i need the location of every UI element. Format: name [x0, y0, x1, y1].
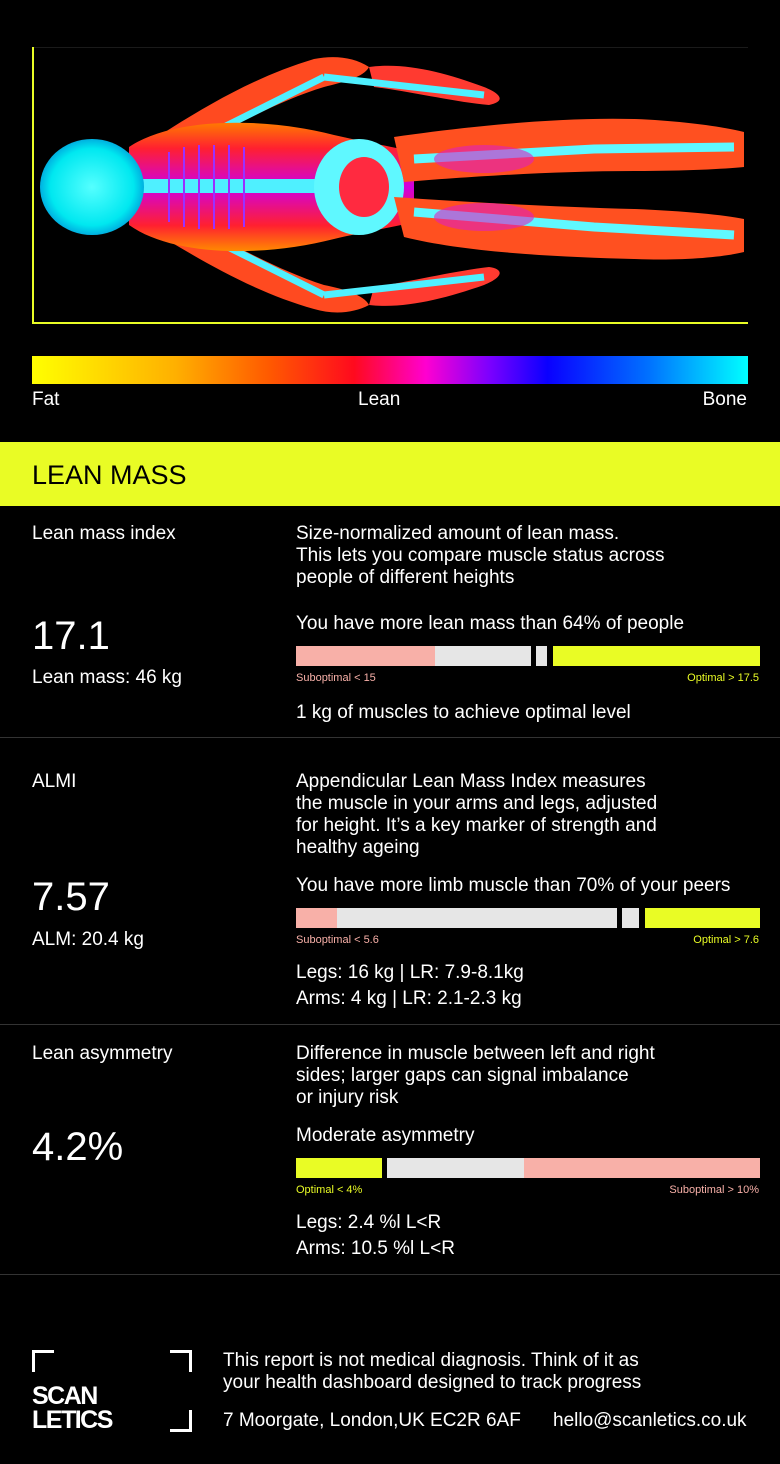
divider — [0, 1024, 780, 1025]
metric-description — [296, 1043, 766, 1109]
detail-line: Legs: 16 kg | LR: 7.9-8.1kg — [296, 962, 524, 983]
range-optimal-zone — [643, 908, 760, 928]
description-line: Difference in muscle between left and right — [296, 1043, 655, 1064]
detail-line: Legs: 2.4 %l L<R — [296, 1212, 442, 1233]
disclaimer-line: This report is not medical diagnosis. Think of it as — [223, 1350, 639, 1371]
range-value-marker — [382, 1156, 387, 1180]
metric-summary: Moderate asymmetry — [296, 1125, 475, 1146]
metric-sub-value: Lean mass: 46 kg — [32, 667, 182, 688]
range-right-label: Optimal > 17.5 — [687, 672, 759, 684]
description-line: or injury risk — [296, 1087, 399, 1108]
legend-fat-label: Fat — [32, 389, 60, 410]
description-line: the muscle in your arms and legs, adjusted — [296, 793, 658, 814]
range-bar — [296, 908, 760, 928]
range-value-marker — [617, 906, 622, 930]
section-title: LEAN MASS — [32, 460, 187, 490]
metric-description — [296, 771, 766, 859]
description-line: healthy ageing — [296, 837, 420, 858]
range-neutral-zone — [337, 908, 643, 928]
legend-bone-label: Bone — [702, 389, 747, 410]
metric-summary: You have more limb muscle than 70% of your peers — [296, 875, 731, 896]
metric-summary: You have more lean mass than 64% of people — [296, 613, 685, 634]
metric-description — [296, 523, 766, 589]
logo-corner — [170, 1350, 192, 1372]
detail-line: Arms: 10.5 %l L<R — [296, 1238, 455, 1259]
range-left-label: Suboptimal < 15 — [296, 672, 376, 684]
detail-line: Arms: 4 kg | LR: 2.1-2.3 kg — [296, 988, 522, 1009]
range-optimal-zone — [296, 1158, 384, 1178]
metric-value: 17.1 — [32, 614, 110, 658]
range-left-label: Optimal < 4% — [296, 1184, 363, 1196]
footer-email-link[interactable]: hello@scanletics.co.uk — [553, 1410, 747, 1431]
divider — [0, 737, 780, 738]
description-line: This lets you compare muscle status across — [296, 545, 665, 566]
legend-lean-label: Lean — [358, 389, 401, 410]
range-bar — [296, 1158, 760, 1178]
description-line: Size-normalized amount of lean mass. — [296, 523, 620, 544]
description-line: sides; larger gaps can signal imbalance — [296, 1065, 629, 1086]
metric-sub-value: ALM: 20.4 kg — [32, 929, 144, 950]
scanletics-logo — [32, 1350, 192, 1432]
metric-name: Lean asymmetry — [32, 1043, 173, 1064]
footer-address: 7 Moorgate, London,UK EC2R 6AF — [223, 1410, 521, 1431]
dexa-scan-image — [32, 47, 748, 324]
range-zone-divider — [639, 906, 645, 930]
range-value-marker — [531, 644, 536, 668]
metric-details — [296, 700, 631, 726]
divider — [0, 1274, 780, 1275]
range-left-label: Suboptimal < 5.6 — [296, 934, 379, 946]
range-suboptimal-zone — [524, 1158, 760, 1178]
range-suboptimal-zone — [296, 646, 435, 666]
metric-details — [296, 960, 524, 1012]
metric-name: Lean mass index — [32, 523, 176, 544]
range-optimal-zone — [552, 646, 760, 666]
logo-corner — [170, 1410, 192, 1432]
range-suboptimal-zone — [296, 908, 337, 928]
tissue-color-scale — [32, 356, 748, 384]
metric-name: ALMI — [32, 771, 77, 792]
range-bar — [296, 646, 760, 666]
disclaimer-line: your health dashboard designed to track progress — [223, 1372, 642, 1393]
body-scan-illustration — [34, 47, 748, 324]
range-zone-divider — [547, 644, 553, 668]
logo-wordmark: SCAN LETICS — [32, 1382, 112, 1434]
logo-corner — [32, 1350, 54, 1372]
section-header — [0, 442, 780, 506]
range-right-label: Optimal > 7.6 — [693, 934, 759, 946]
range-right-label: Suboptimal > 10% — [669, 1184, 759, 1196]
footer-disclaimer — [223, 1350, 763, 1394]
metric-details — [296, 1210, 455, 1262]
metric-value: 7.57 — [32, 875, 110, 919]
metric-value: 4.2% — [32, 1125, 124, 1169]
detail-line: 1 kg of muscles to achieve optimal level — [296, 702, 631, 723]
description-line: people of different heights — [296, 567, 515, 588]
description-line: Appendicular Lean Mass Index measures — [296, 771, 646, 792]
range-neutral-zone — [384, 1158, 524, 1178]
description-line: for height. It’s a key marker of strength and — [296, 815, 657, 836]
